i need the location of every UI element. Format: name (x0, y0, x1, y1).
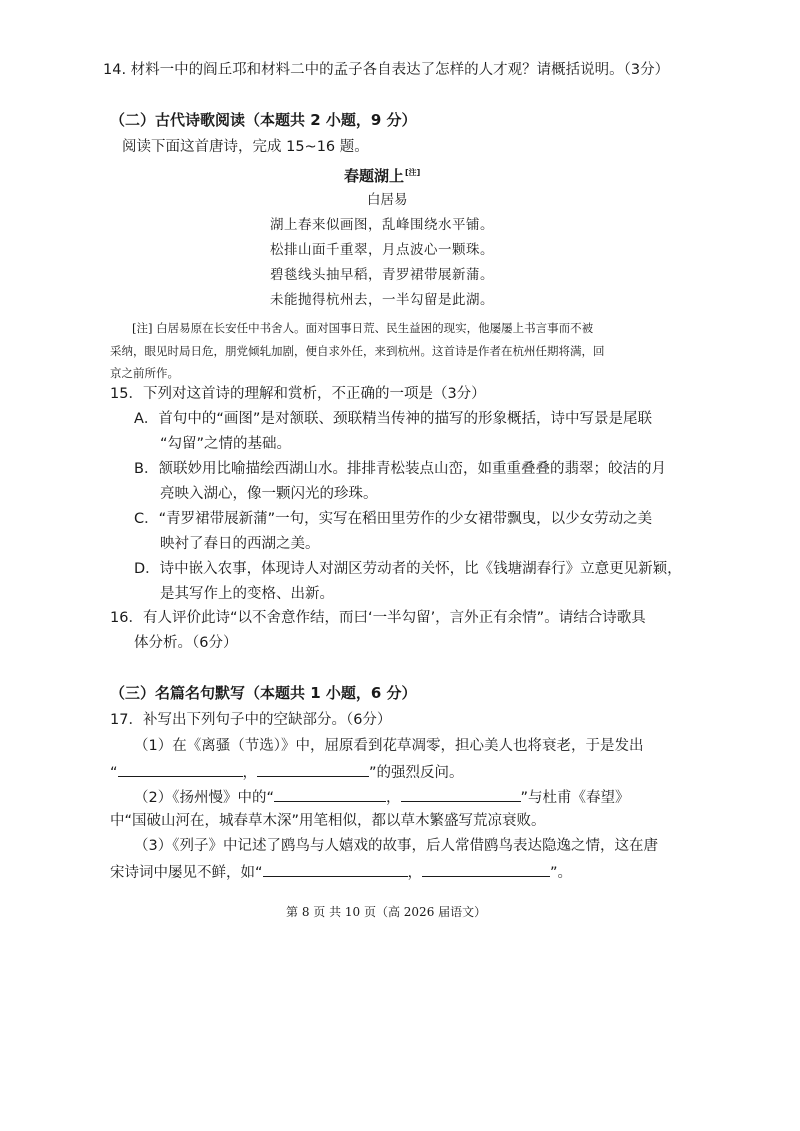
poem-note-line: 采纳，眼见时局日危，朋党倾轧加剧，便自求外任，来到杭州。这首诗是作者在杭州任期将满，回 (110, 344, 605, 358)
question-15-option-b-cont: 亮映入湖心，像一颗闪光的珍珠。 (160, 486, 378, 502)
part-2-tail: ”与杜甫《春望》 (520, 790, 630, 806)
question-17-part-3-answer-line (110, 861, 572, 883)
closing-text: ”的强烈反问。 (369, 765, 464, 781)
section-2-title: （二）古代诗歌阅读（本题共 2 小题，9 分） (110, 111, 417, 129)
answer-blank[interactable] (422, 861, 550, 877)
answer-blank[interactable] (274, 786, 386, 802)
question-16: 16．有人评价此诗“以不舍意作结，而曰‘一半勾留’，言外正有余情”。请结合诗歌具 (110, 610, 646, 626)
page-footer: 第 8 页 共 10 页（高 2026 届语文） (286, 905, 487, 919)
question-15-option-a-cont: “勾留”之情的基础。 (160, 436, 292, 452)
part-3-lead: 宋诗词中屡见不鲜，如“ (110, 865, 263, 881)
poem-line: 松排山面千重翠，月点波心一颗珠。 (270, 242, 494, 258)
section-2-intro: 阅读下面这首唐诗，完成 15~16 题。 (122, 139, 369, 155)
poem-note-line: [注] 白居易原在长安任中书舍人。面对国事日荒、民生益困的现实，他屡屡上书言事而不被 (132, 321, 594, 335)
question-15-option-c: C．“青罗裙带展新蒲”一句，实写在稻田里劳作的少女裙带飘曳，以少女劳动之美 (134, 511, 653, 527)
question-17-part-1-answer-line (110, 761, 464, 783)
question-15-option-b: B．颔联妙用比喻描绘西湖山水。排排青松装点山峦，如重重叠叠的翡翠；皎洁的月 (134, 461, 666, 477)
question-17-part-2-cont: 中“国破山河在，城春草木深”用笔相似，都以草木繁盛写荒凉衰败。 (110, 813, 546, 829)
poem-note-line: 京之前所作。 (110, 366, 179, 380)
question-17-part-3: （3）《列子》中记述了鸥鸟与人嬉戏的故事，后人常借鸥鸟表达隐逸之情，这在唐 (134, 838, 658, 854)
poem-author: 白居易 (367, 192, 408, 208)
section-3-title: （三）名篇名句默写（本题共 1 小题，6 分） (110, 684, 417, 702)
question-15-stem: 15．下列对这首诗的理解和赏析，不正确的一项是（3分） (110, 386, 486, 402)
question-17-part-1: （1）在《离骚（节选）》中，屈原看到花草凋零，担心美人也将衰老，于是发出 (134, 738, 644, 754)
open-quote: “ (110, 765, 118, 781)
question-16-cont: 体分析。（6分） (134, 635, 238, 651)
poem-line: 碧毯线头抽早稻，青罗裙带展新蒲。 (270, 267, 494, 283)
question-15-option-d: D．诗中嵌入农事，体现诗人对湖区劳动者的关怀，比《钱塘湖春行》立意更见新颖， (134, 561, 682, 577)
poem-title (344, 163, 420, 186)
answer-blank[interactable] (257, 761, 369, 777)
comma: ， (407, 865, 423, 881)
poem-line: 湖上春来似画图，乱峰围绕水平铺。 (270, 217, 494, 233)
poem-note-mark: [注] (405, 168, 421, 177)
poem-line: 未能抛得杭州去，一半勾留是此湖。 (270, 292, 494, 308)
question-14: 14. 材料一中的阎丘邛和材料二中的孟子各自表达了怎样的人才观？请概括说明。（3分） (103, 62, 670, 78)
answer-blank[interactable] (263, 861, 408, 877)
poem-title-text: 春题湖上 (344, 167, 405, 185)
answer-blank[interactable] (401, 786, 521, 802)
question-15-option-a: A．首句中的“画图”是对颔联、颈联精当传神的描写的形象概括，诗中写景是尾联 (134, 411, 652, 427)
comma: ， (386, 790, 401, 806)
part-2-lead: （2）《扬州慢》中的“ (134, 790, 274, 806)
question-15-option-d-cont: 是其写作上的变格、出新。 (160, 586, 334, 602)
comma: ， (242, 765, 258, 781)
question-17-part-2 (134, 786, 630, 808)
question-17-stem: 17．补写出下列句子中的空缺部分。（6分） (110, 712, 392, 728)
question-15-option-c-cont: 映衬了春日的西湖之美。 (160, 536, 320, 552)
answer-blank[interactable] (118, 761, 243, 777)
closing-text: ”。 (550, 865, 573, 881)
